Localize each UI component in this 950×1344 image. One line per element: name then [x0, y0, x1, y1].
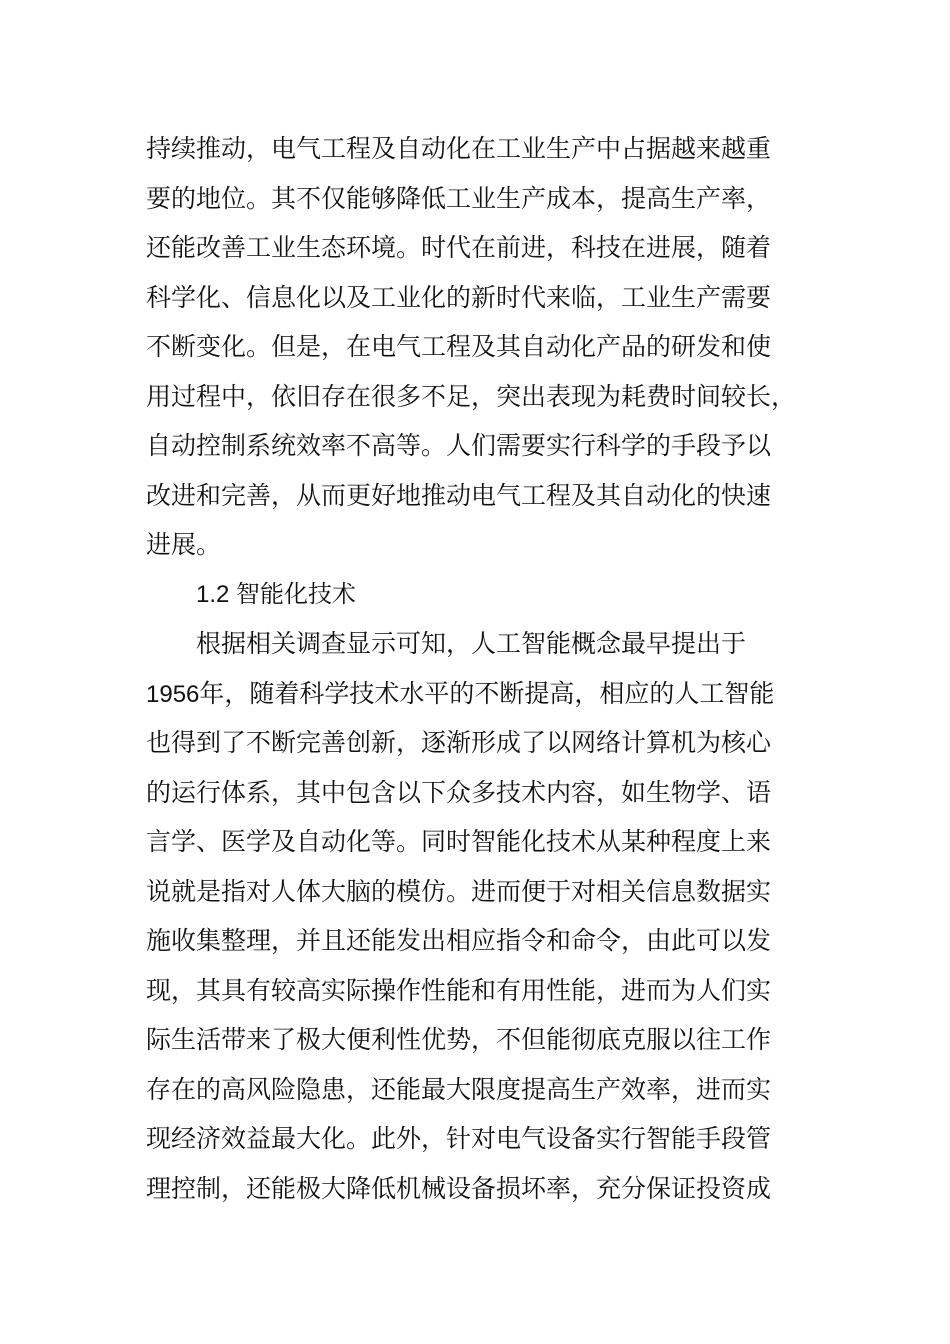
text-line: 还能改善工业生态环境。时代在前进，科技在进展，随着 [146, 233, 772, 262]
text-line: 现经济效益最大化。此外，针对电气设备实行智能手段管 [146, 1124, 772, 1153]
text-line: 说就是指对人体大脑的模仿。进而便于对相关信息数据实 [146, 876, 772, 906]
text-line: 自动控制系统效率不高等。人们需要实行科学的手段予以 [146, 431, 772, 460]
text-line: 持续推动，电气工程及自动化在工业生产中占据越来越重 [146, 134, 772, 163]
section-number: 1.2 [196, 580, 230, 608]
text-line [146, 669, 806, 719]
text-line: 用过程中，依旧存在很多不足，突出表现为耗费时间较长， [146, 381, 797, 411]
line-rest: 年，随着科学技术水平的不断提高，相应的人工智能 [199, 678, 775, 708]
paragraph-2 [146, 619, 806, 1213]
text-line: 现，其具有较高实际操作性能和有用性能，进而为人们实 [146, 975, 772, 1005]
text-line: 科学化、信息化以及工业化的新时代来临，工业生产需要 [146, 282, 772, 312]
text-line: 也得到了不断完善创新，逐渐形成了以网络计算机为核心 [146, 728, 772, 757]
text-line: 要的地位。其不仅能够降低工业生产成本，提高生产率， [146, 183, 772, 213]
paragraph-1 [146, 124, 806, 570]
text-line: 际生活带来了极大便利性优势，不但能彻底克服以往工作 [146, 1025, 772, 1054]
text-line: 改进和完善，从而更好地推动电气工程及其自动化的快速 [146, 480, 772, 510]
body-text [146, 124, 806, 1213]
text-line: 的运行体系，其中包含以下众多技术内容，如生物学、语 [146, 777, 772, 807]
text-line: 不断变化。但是，在电气工程及其自动化产品的研发和使 [146, 332, 772, 361]
text-line: 存在的高风险隐患，还能最大限度提高生产效率，进而实 [146, 1074, 772, 1104]
text-line: 理控制，还能极大降低机械设备损坏率，充分保证投资成 [146, 1173, 772, 1203]
section-title: 智能化技术 [236, 580, 357, 608]
year-text: 1956 [146, 680, 200, 708]
text-line: 言学、医学及自动化等。同时智能化技术从某种程度上来 [146, 827, 772, 856]
text-line: 施收集整理，并且还能发出相应指令和命令，由此可以发 [146, 926, 772, 955]
text-line: 根据相关调查显示可知，人工智能概念最早提出于 [196, 629, 747, 658]
section-heading [146, 570, 806, 620]
text-line: 进展。 [146, 530, 222, 559]
